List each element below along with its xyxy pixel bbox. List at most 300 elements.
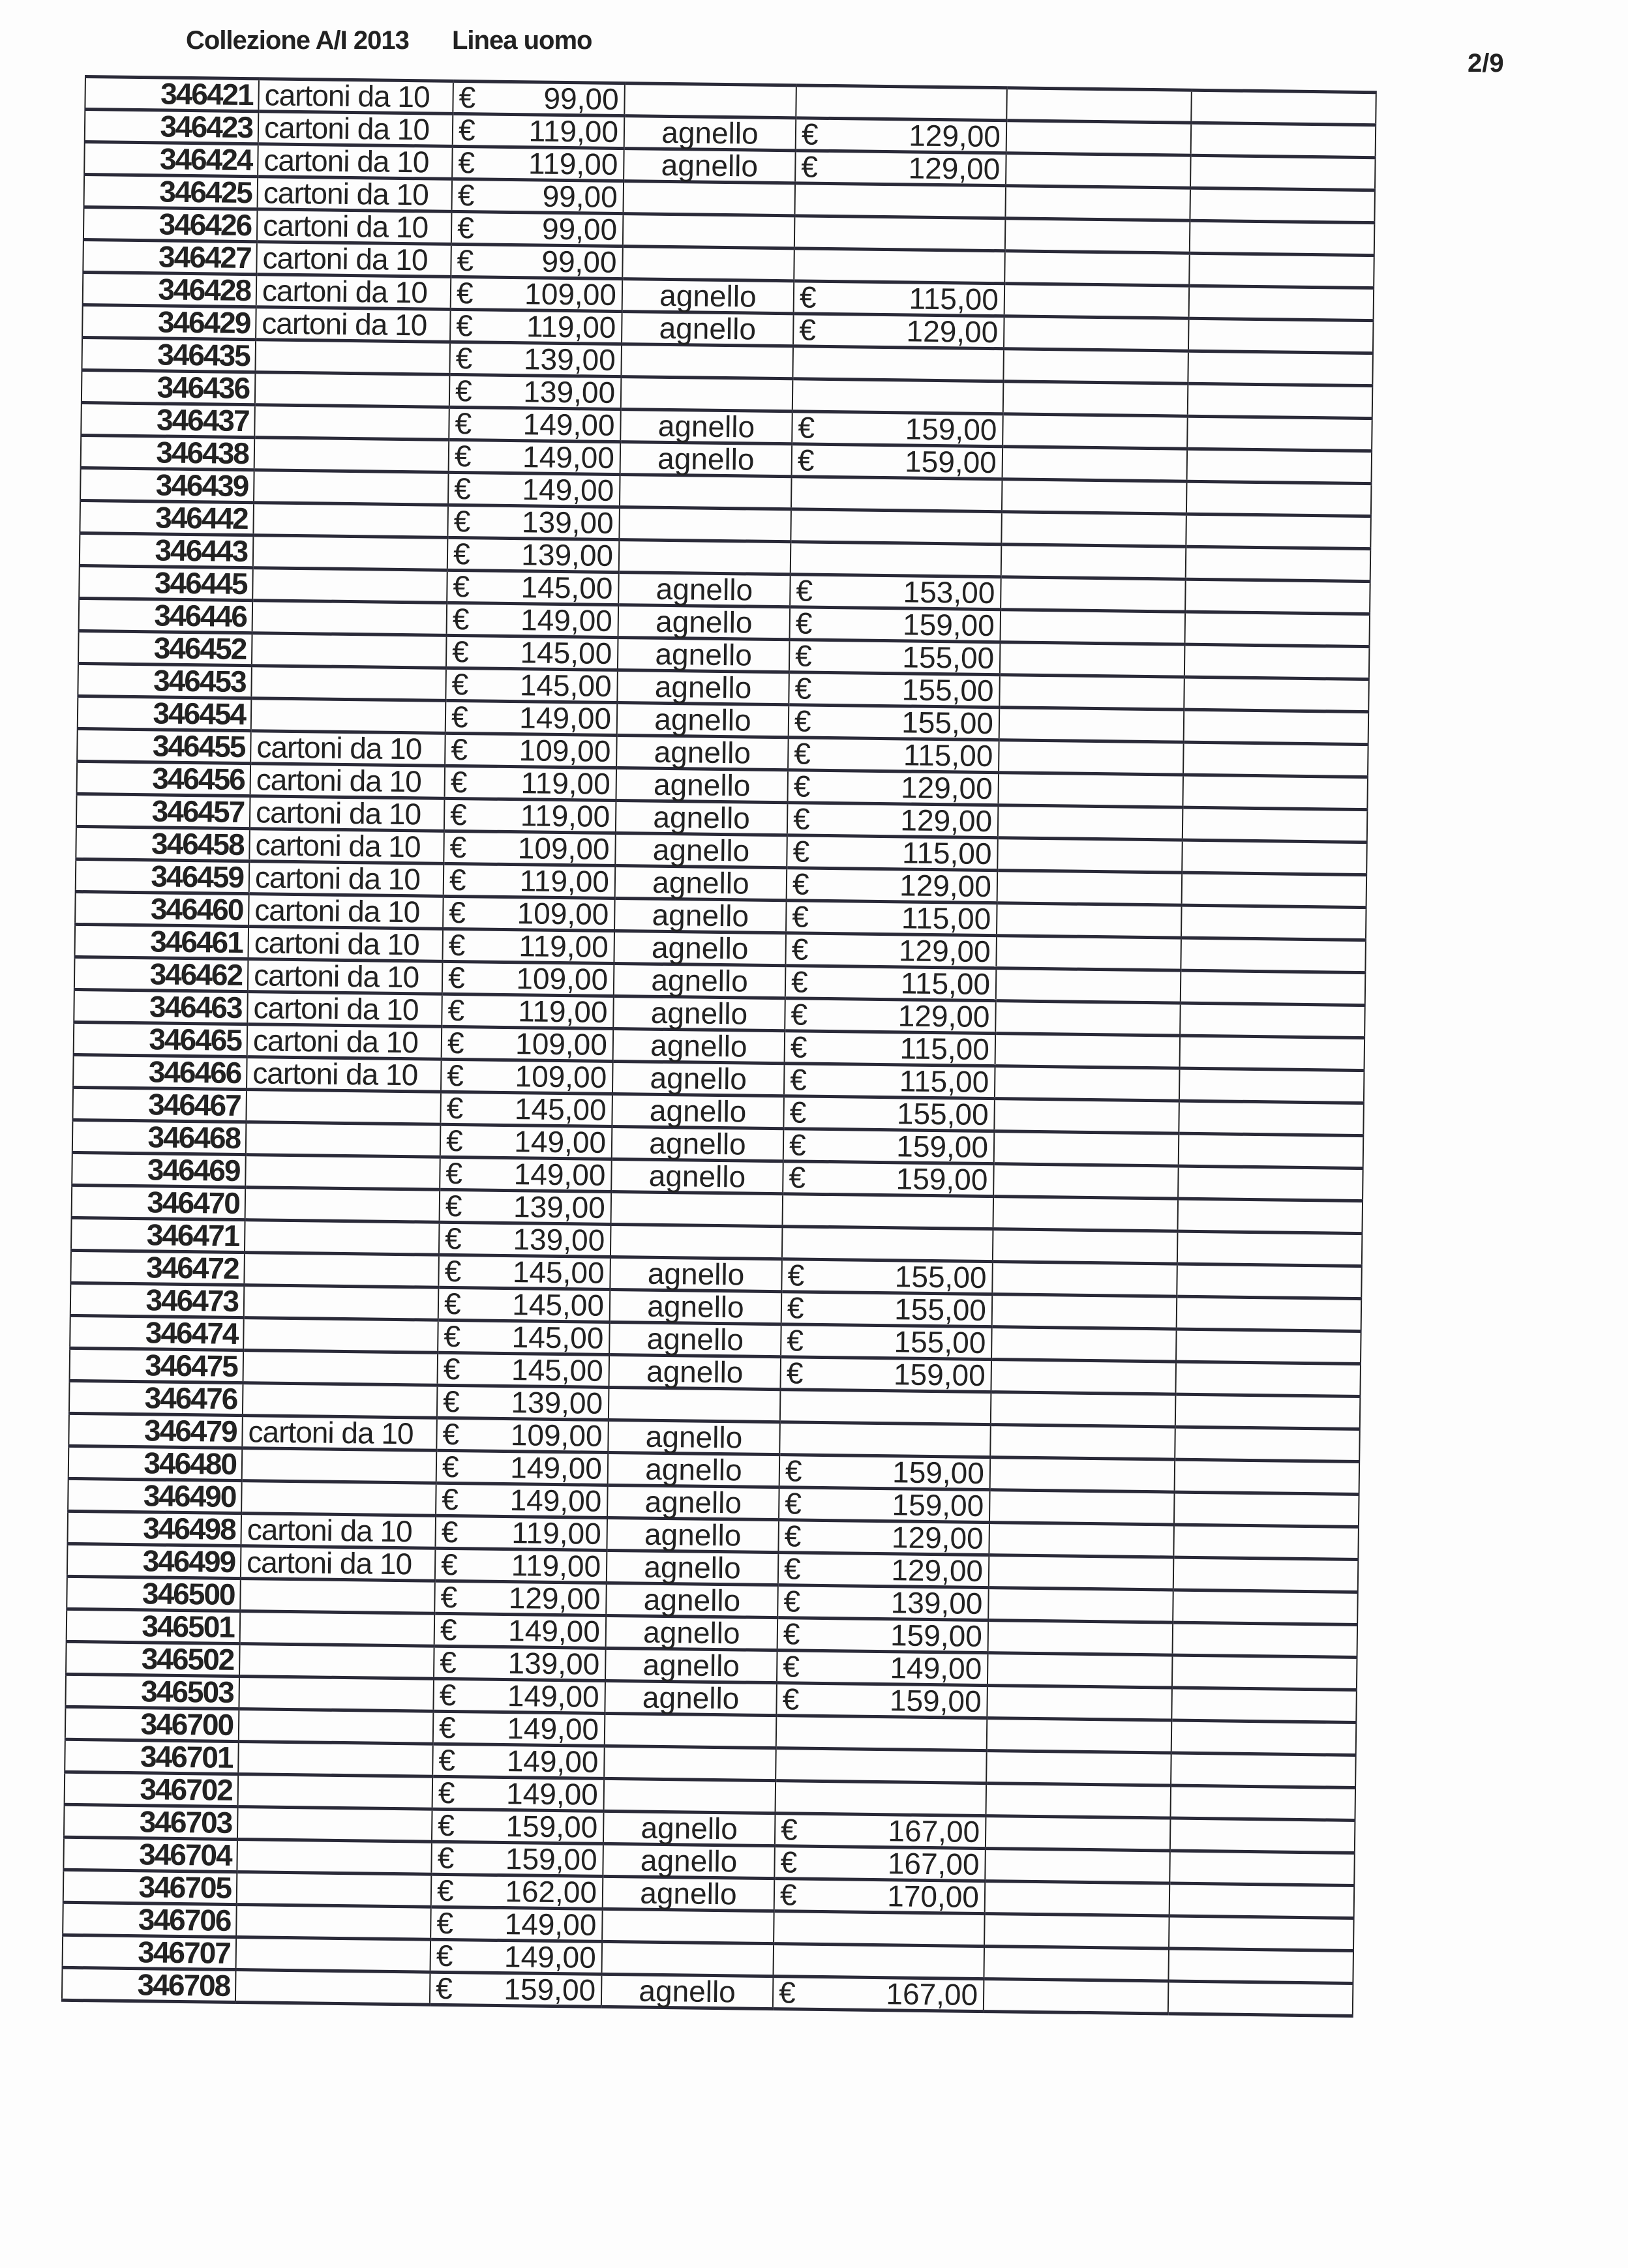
price-cell bbox=[438, 1287, 610, 1322]
variant-price-value: 155,00 bbox=[902, 640, 995, 676]
packaging bbox=[246, 1122, 441, 1157]
empty-cell bbox=[989, 1490, 1175, 1525]
packaging bbox=[243, 1383, 438, 1418]
variant-price-cell bbox=[796, 118, 1007, 153]
empty-cell bbox=[1175, 1394, 1361, 1429]
empty-cell bbox=[1006, 153, 1191, 188]
material-variant bbox=[604, 1746, 776, 1780]
currency-symbol: € bbox=[439, 1645, 457, 1680]
packaging: cartoni da 10 bbox=[247, 1024, 442, 1060]
empty-cell bbox=[997, 871, 1183, 905]
price-cell bbox=[434, 1613, 607, 1648]
currency-symbol: € bbox=[454, 438, 472, 473]
article-code: 346465 bbox=[74, 1022, 248, 1056]
variant-price-cell bbox=[791, 477, 1002, 512]
currency-symbol: € bbox=[451, 634, 470, 669]
article-code: 346503 bbox=[65, 1674, 239, 1708]
empty-cell bbox=[1170, 1818, 1355, 1853]
variant-price-value: 170,00 bbox=[886, 1879, 980, 1914]
document-title bbox=[186, 26, 628, 55]
currency-symbol: € bbox=[787, 1258, 805, 1292]
currency-symbol: € bbox=[456, 308, 474, 343]
price-value: 149,00 bbox=[522, 407, 615, 442]
page-number: 2/9 bbox=[1468, 49, 1504, 78]
packaging bbox=[254, 438, 449, 473]
price-cell bbox=[435, 1548, 607, 1583]
currency-symbol: € bbox=[442, 1384, 460, 1419]
currency-symbol: € bbox=[448, 927, 466, 962]
empty-cell bbox=[1186, 546, 1371, 581]
price-value: 149,00 bbox=[509, 1450, 603, 1485]
variant-price-value: 129,00 bbox=[908, 118, 1001, 154]
price-cell bbox=[449, 342, 622, 376]
packaging: cartoni da 10 bbox=[247, 992, 442, 1027]
variant-price-cell bbox=[796, 85, 1007, 121]
empty-cell bbox=[987, 1653, 1173, 1688]
currency-symbol: € bbox=[455, 373, 473, 408]
article-code: 346500 bbox=[67, 1576, 241, 1611]
price-value: 99,00 bbox=[542, 179, 618, 214]
price-cell bbox=[438, 1320, 610, 1354]
article-code: 346706 bbox=[63, 1902, 237, 1937]
empty-cell bbox=[995, 1034, 1181, 1068]
article-code: 346435 bbox=[82, 337, 256, 372]
empty-cell bbox=[1169, 1851, 1355, 1885]
packaging: cartoni da 10 bbox=[250, 796, 445, 831]
article-code: 346701 bbox=[65, 1739, 239, 1774]
empty-cell bbox=[1183, 775, 1368, 809]
price-cell bbox=[448, 472, 620, 507]
variant-price-cell bbox=[792, 411, 1003, 447]
empty-cell bbox=[1001, 577, 1186, 612]
empty-cell bbox=[1189, 253, 1374, 288]
packaging: cartoni da 10 bbox=[242, 1416, 437, 1451]
variant-price-cell bbox=[792, 444, 1003, 479]
currency-symbol: € bbox=[440, 1579, 458, 1615]
packaging bbox=[255, 340, 450, 375]
variant-price-cell bbox=[777, 1585, 989, 1620]
packaging: cartoni da 10 bbox=[256, 242, 451, 277]
price-cell bbox=[453, 113, 625, 148]
material-variant: agnello bbox=[611, 1159, 783, 1193]
empty-cell bbox=[1001, 545, 1186, 579]
article-code: 346437 bbox=[81, 402, 255, 437]
price-cell bbox=[434, 1581, 607, 1615]
packaging: cartoni da 10 bbox=[258, 144, 453, 179]
price-cell bbox=[432, 1744, 605, 1778]
article-code: 346498 bbox=[67, 1511, 241, 1545]
currency-symbol: € bbox=[459, 80, 476, 115]
empty-cell bbox=[1180, 1036, 1365, 1070]
price-value: 99,00 bbox=[541, 244, 617, 279]
variant-price-cell bbox=[783, 1096, 995, 1131]
article-code: 346466 bbox=[73, 1054, 247, 1089]
price-cell bbox=[451, 211, 624, 246]
price-value: 139,00 bbox=[523, 342, 616, 377]
currency-symbol: € bbox=[784, 1519, 802, 1553]
variant-price-value: 159,00 bbox=[890, 1618, 983, 1653]
empty-cell bbox=[1177, 1296, 1362, 1331]
price-cell bbox=[432, 1809, 604, 1843]
material-variant: agnello bbox=[613, 1029, 785, 1064]
variant-price-cell bbox=[774, 1846, 986, 1881]
variant-price-value: 167,00 bbox=[888, 1813, 980, 1849]
variant-price-value: 159,00 bbox=[889, 1683, 982, 1718]
currency-symbol: € bbox=[789, 1127, 806, 1162]
variant-price-value: 115,00 bbox=[899, 1031, 990, 1067]
material-variant bbox=[624, 83, 796, 118]
variant-price-value: 155,00 bbox=[901, 672, 994, 708]
price-cell bbox=[446, 635, 618, 670]
packaging: cartoni da 10 bbox=[241, 1514, 436, 1549]
empty-cell bbox=[1003, 349, 1188, 383]
material-variant: agnello bbox=[608, 1420, 780, 1454]
currency-symbol: € bbox=[436, 1938, 453, 1973]
currency-symbol: € bbox=[457, 243, 474, 278]
price-cell bbox=[452, 146, 624, 181]
empty-cell bbox=[1005, 218, 1190, 253]
currency-symbol: € bbox=[791, 997, 808, 1032]
empty-cell bbox=[1186, 514, 1371, 548]
variant-price-value: 129,00 bbox=[898, 933, 991, 969]
article-code: 346467 bbox=[72, 1087, 247, 1122]
variant-price-cell bbox=[774, 1879, 986, 1914]
variant-price-cell bbox=[780, 1357, 991, 1392]
currency-symbol: € bbox=[446, 1058, 464, 1093]
currency-symbol: € bbox=[451, 732, 468, 767]
currency-symbol: € bbox=[437, 1808, 455, 1843]
currency-symbol: € bbox=[445, 1188, 462, 1223]
material-variant: agnello bbox=[610, 1257, 782, 1291]
material-variant: agnello bbox=[624, 149, 796, 183]
packaging: cartoni da 10 bbox=[250, 731, 445, 766]
variant-price-value: 159,00 bbox=[905, 411, 997, 447]
variant-price-cell bbox=[795, 151, 1006, 186]
packaging: cartoni da 10 bbox=[248, 927, 443, 962]
material-variant: agnello bbox=[618, 638, 790, 672]
empty-cell bbox=[1180, 1003, 1365, 1037]
material-variant: agnello bbox=[622, 279, 794, 314]
price-cell bbox=[435, 1515, 607, 1550]
price-value: 109,00 bbox=[524, 276, 617, 312]
variant-price-value: 139,00 bbox=[890, 1585, 983, 1620]
price-value: 149,00 bbox=[507, 1711, 599, 1746]
variant-price-cell bbox=[780, 1390, 991, 1425]
packaging bbox=[243, 1350, 438, 1386]
currency-symbol: € bbox=[801, 149, 819, 184]
variant-price-cell bbox=[783, 1129, 995, 1164]
variant-price-cell bbox=[777, 1650, 988, 1686]
currency-symbol: € bbox=[791, 899, 809, 934]
currency-symbol: € bbox=[440, 1612, 457, 1647]
currency-symbol: € bbox=[449, 862, 466, 897]
article-code: 346703 bbox=[64, 1804, 238, 1839]
material-variant bbox=[611, 1191, 783, 1226]
article-code: 346501 bbox=[67, 1609, 241, 1643]
article-code: 346502 bbox=[66, 1641, 240, 1676]
empty-cell bbox=[1187, 449, 1372, 483]
price-cell bbox=[447, 537, 620, 572]
packaging bbox=[238, 1774, 433, 1810]
variant-price-cell bbox=[783, 1161, 994, 1197]
currency-symbol: € bbox=[438, 1775, 455, 1810]
material-variant: agnello bbox=[603, 1811, 776, 1845]
variant-price-cell bbox=[788, 738, 999, 773]
empty-cell bbox=[1002, 447, 1188, 481]
empty-cell bbox=[1173, 1525, 1359, 1559]
article-code: 346459 bbox=[76, 859, 250, 893]
variant-price-value: 129,00 bbox=[899, 868, 992, 904]
price-cell bbox=[437, 1352, 609, 1387]
empty-cell bbox=[1190, 155, 1376, 190]
price-value: 129,00 bbox=[508, 1581, 601, 1616]
price-cell bbox=[444, 831, 616, 865]
currency-symbol: € bbox=[458, 145, 475, 180]
empty-cell bbox=[990, 1457, 1175, 1492]
variant-price-value: 167,00 bbox=[886, 1977, 978, 2012]
price-value: 119,00 bbox=[511, 1515, 602, 1551]
article-code: 346442 bbox=[80, 500, 254, 535]
currency-symbol: € bbox=[456, 275, 474, 310]
material-variant: agnello bbox=[624, 116, 796, 151]
price-value: 109,00 bbox=[516, 961, 609, 996]
variant-price-cell bbox=[781, 1324, 992, 1360]
price-value: 149,00 bbox=[507, 1679, 599, 1714]
currency-symbol: € bbox=[441, 1514, 459, 1549]
packaging bbox=[255, 372, 450, 408]
article-code: 346429 bbox=[82, 305, 256, 339]
material-variant bbox=[621, 377, 793, 411]
empty-cell bbox=[1173, 1557, 1359, 1592]
empty-cell bbox=[999, 708, 1184, 742]
packaging bbox=[240, 1579, 435, 1614]
currency-symbol: € bbox=[453, 569, 470, 604]
empty-cell bbox=[1175, 1427, 1360, 1461]
empty-cell bbox=[1001, 512, 1186, 546]
empty-cell bbox=[1168, 1948, 1353, 1983]
material-variant bbox=[605, 1713, 777, 1748]
empty-cell bbox=[1174, 1492, 1359, 1527]
price-value: 145,00 bbox=[520, 570, 613, 605]
material-variant: agnello bbox=[606, 1615, 778, 1650]
empty-cell bbox=[1186, 481, 1372, 516]
material-variant: agnello bbox=[605, 1648, 777, 1682]
currency-symbol: € bbox=[440, 1547, 459, 1582]
price-cell bbox=[442, 1026, 614, 1061]
price-value: 119,00 bbox=[528, 146, 618, 181]
variant-price-value: 115,00 bbox=[899, 1064, 989, 1099]
variant-price-cell bbox=[783, 1194, 994, 1229]
packaging bbox=[253, 535, 448, 571]
variant-price-value: 155,00 bbox=[894, 1259, 987, 1295]
variant-price-cell bbox=[776, 1748, 987, 1783]
variant-price-value: 167,00 bbox=[887, 1846, 980, 1881]
variant-price-value: 115,00 bbox=[903, 738, 993, 773]
variant-price-cell bbox=[785, 1031, 996, 1066]
price-cell bbox=[451, 276, 623, 311]
packaging bbox=[239, 1644, 434, 1679]
packaging bbox=[243, 1318, 438, 1353]
material-variant bbox=[601, 1941, 774, 1976]
price-cell bbox=[445, 733, 617, 768]
packaging bbox=[238, 1742, 433, 1777]
price-value: 149,00 bbox=[505, 1776, 599, 1812]
empty-cell bbox=[998, 805, 1183, 840]
empty-cell bbox=[984, 1914, 1169, 1948]
material-variant: agnello bbox=[614, 931, 786, 966]
currency-symbol: € bbox=[787, 1291, 804, 1325]
currency-symbol: € bbox=[786, 1356, 804, 1390]
currency-symbol: € bbox=[453, 536, 470, 571]
currency-symbol: € bbox=[453, 503, 471, 539]
price-value: 149,00 bbox=[506, 1744, 599, 1779]
price-value: 149,00 bbox=[513, 1157, 606, 1192]
currency-symbol: € bbox=[445, 1156, 463, 1191]
empty-cell bbox=[1177, 1199, 1363, 1233]
article-code: 346460 bbox=[75, 891, 249, 926]
price-value: 119,00 bbox=[520, 766, 611, 801]
material-variant: agnello bbox=[603, 1843, 775, 1878]
article-code: 346462 bbox=[74, 957, 249, 991]
empty-cell bbox=[1184, 709, 1369, 744]
material-variant: agnello bbox=[618, 605, 791, 640]
price-cell bbox=[440, 1157, 612, 1191]
currency-symbol: € bbox=[782, 1682, 800, 1716]
empty-cell bbox=[1171, 1720, 1357, 1755]
variant-price-cell bbox=[775, 1813, 986, 1849]
empty-cell bbox=[1184, 644, 1370, 679]
currency-symbol: € bbox=[792, 801, 811, 836]
currency-symbol: € bbox=[787, 1323, 804, 1358]
price-value: 145,00 bbox=[511, 1320, 604, 1355]
variant-price-cell bbox=[777, 1618, 989, 1653]
packaging bbox=[252, 601, 447, 636]
price-cell bbox=[442, 929, 614, 963]
article-code: 346425 bbox=[84, 175, 258, 209]
variant-price-value: 129,00 bbox=[891, 1520, 984, 1555]
empty-cell bbox=[1004, 316, 1189, 351]
packaging: cartoni da 10 bbox=[258, 79, 453, 114]
article-code: 346446 bbox=[79, 598, 253, 633]
packaging bbox=[246, 1090, 441, 1125]
price-cell bbox=[441, 1059, 613, 1094]
material-variant: agnello bbox=[612, 1126, 784, 1161]
price-cell bbox=[453, 81, 625, 115]
variant-price-value: 129,00 bbox=[900, 803, 993, 839]
empty-cell bbox=[1170, 1785, 1355, 1820]
packaging: cartoni da 10 bbox=[249, 829, 444, 864]
price-cell bbox=[451, 244, 623, 278]
currency-symbol: € bbox=[795, 606, 813, 640]
variant-price-cell bbox=[774, 1911, 985, 1947]
packaging bbox=[236, 1937, 431, 1973]
empty-cell bbox=[999, 675, 1184, 709]
currency-symbol: € bbox=[789, 1160, 806, 1195]
article-code: 346461 bbox=[74, 924, 249, 959]
article-code: 346428 bbox=[83, 272, 257, 306]
currency-symbol: € bbox=[447, 1025, 464, 1060]
packaging: cartoni da 10 bbox=[258, 112, 453, 147]
price-value: 119,00 bbox=[519, 929, 609, 964]
variant-price-value: 159,00 bbox=[902, 607, 995, 643]
empty-cell bbox=[986, 1783, 1171, 1818]
currency-symbol: € bbox=[438, 1742, 456, 1778]
packaging bbox=[252, 633, 447, 668]
currency-symbol: € bbox=[799, 280, 817, 314]
material-variant: agnello bbox=[616, 768, 788, 803]
price-value: 149,00 bbox=[514, 1124, 607, 1159]
empty-cell bbox=[998, 773, 1183, 807]
packaging bbox=[251, 666, 446, 701]
article-code: 346423 bbox=[85, 110, 259, 144]
packaging: cartoni da 10 bbox=[247, 1057, 442, 1092]
empty-cell bbox=[991, 1392, 1176, 1427]
currency-symbol: € bbox=[794, 704, 811, 738]
currency-symbol: € bbox=[437, 1840, 455, 1875]
article-code: 346475 bbox=[70, 1348, 244, 1382]
currency-symbol: € bbox=[443, 1351, 460, 1386]
currency-symbol: € bbox=[450, 764, 468, 799]
currency-symbol: € bbox=[790, 1030, 807, 1064]
price-value: 149,00 bbox=[522, 472, 614, 507]
price-cell bbox=[436, 1483, 608, 1517]
article-code: 346480 bbox=[68, 1446, 243, 1480]
material-variant: agnello bbox=[615, 833, 787, 868]
currency-symbol: € bbox=[794, 736, 811, 771]
variant-price-cell bbox=[793, 314, 1004, 349]
currency-symbol: € bbox=[792, 867, 809, 901]
article-code: 346499 bbox=[67, 1544, 241, 1578]
price-cell bbox=[433, 1679, 605, 1713]
material-variant: agnello bbox=[609, 1354, 781, 1389]
price-value: 139,00 bbox=[523, 374, 616, 410]
empty-cell bbox=[1181, 970, 1366, 1005]
variant-price-cell bbox=[790, 607, 1001, 642]
currency-symbol: € bbox=[778, 1975, 796, 2010]
empty-cell bbox=[1004, 251, 1190, 286]
packaging: cartoni da 10 bbox=[249, 861, 444, 897]
empty-cell bbox=[1169, 1916, 1354, 1950]
variant-price-value: 149,00 bbox=[890, 1650, 982, 1686]
article-code: 346424 bbox=[84, 142, 258, 177]
article-code: 346457 bbox=[76, 794, 250, 828]
article-code: 346471 bbox=[71, 1217, 245, 1252]
packaging: cartoni da 10 bbox=[248, 959, 443, 994]
variant-price-cell bbox=[787, 835, 998, 871]
material-variant: agnello bbox=[622, 312, 794, 346]
price-value: 99,00 bbox=[541, 211, 618, 246]
currency-symbol: € bbox=[782, 1649, 800, 1684]
price-cell bbox=[440, 1124, 612, 1159]
price-value: 109,00 bbox=[517, 896, 609, 931]
currency-symbol: € bbox=[451, 666, 469, 702]
variant-price-value: 155,00 bbox=[896, 1096, 989, 1132]
variant-price-value: 129,00 bbox=[897, 998, 990, 1034]
empty-cell bbox=[987, 1686, 1172, 1720]
currency-symbol: € bbox=[455, 340, 473, 376]
empty-cell bbox=[986, 1816, 1171, 1851]
material-variant: agnello bbox=[620, 442, 792, 477]
variant-price-value: 159,00 bbox=[896, 1161, 988, 1197]
price-value: 119,00 bbox=[528, 113, 619, 149]
article-code: 346702 bbox=[65, 1772, 239, 1806]
price-list-sheet bbox=[61, 75, 1377, 2018]
variant-price-cell bbox=[789, 640, 1001, 675]
empty-cell bbox=[1183, 807, 1368, 842]
material-variant bbox=[619, 507, 791, 542]
price-value: 145,00 bbox=[514, 1092, 607, 1127]
article-code: 346470 bbox=[72, 1185, 246, 1219]
